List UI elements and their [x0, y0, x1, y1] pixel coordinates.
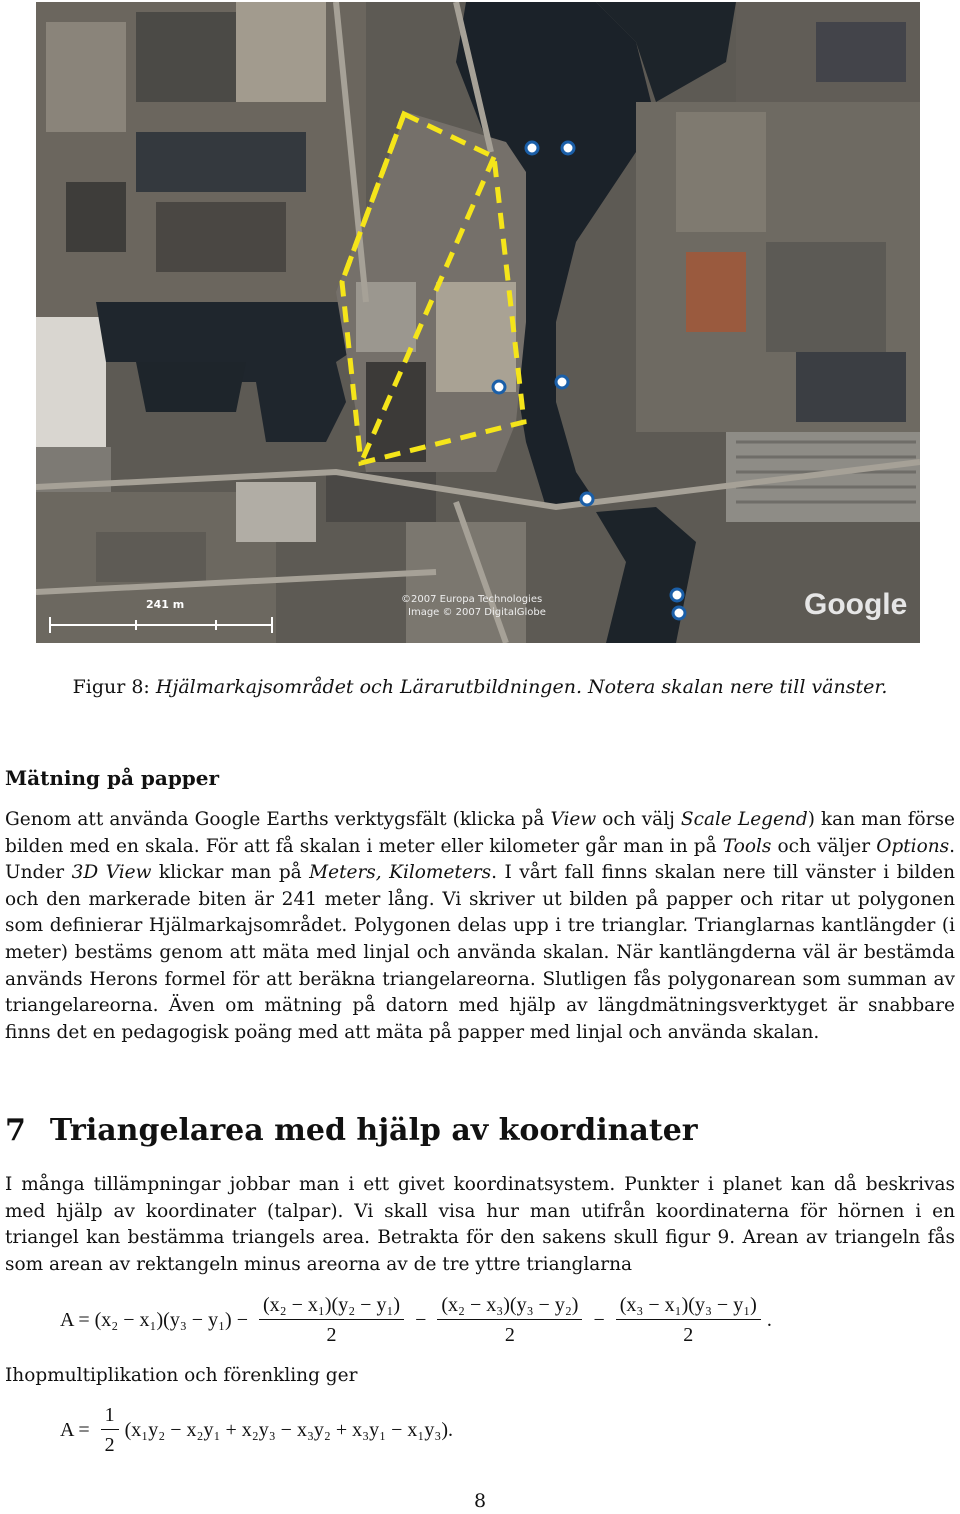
- section-title: Triangelarea med hjälp av koordinater: [49, 1113, 698, 1148]
- subsection-title: Mätning på papper: [5, 766, 220, 790]
- caption-text: Hjälmarkajsområdet och Lärarutbildningen. Notera skalan nere till vänster.: [155, 676, 888, 698]
- eq2-frac: $\frac{1}{2}$: [101, 1404, 119, 1457]
- copyright-line-1: ©2007 Europa Technologies: [401, 594, 543, 605]
- page-number: 8: [473, 1490, 487, 1512]
- section-number: 7: [5, 1113, 26, 1148]
- scale-label: 241 m: [146, 598, 185, 611]
- between-text: Ihopmultiplikation och förenkling ger: [5, 1365, 358, 1386]
- eq1-frac-1: $\frac{\text{(x₂ − x₁)(y₂ − y₁)}}{2}$: [259, 1294, 404, 1347]
- paragraph-2: I många tillämpningar jobbar man i ett givet koordinatsystem. Punkter i planet kan då beskrivas med hjälp av koordinater (talpar). Vi skall visa hur man utifrån koordinaterna för hörnen i en triangel kan bestämma triangels area. Betrakta för den sakens skull figur 9. Arean av triangeln fås som arean av rektangeln minus areorna av de tre yttre trianglarna: [5, 1174, 955, 1275]
- eq2-lhs: A =: [60, 1419, 90, 1441]
- eq1-frac-2: $\frac{\text{(x₂ − x₃)(y₃ − y₂)}}{2}$: [437, 1294, 582, 1347]
- figure-caption: [0, 676, 960, 698]
- equation-1: A = (x₂ − x₁)(y₃ − y₁) − $\frac{\text{(x₂ − x₁)(y₂ − y₁)}}{2}$ − $\frac{\text{(x₂ − x₃)(y₃ − y₂)}}{2}$ − $\frac{\text{(x₃ − x₁)(y₃ − y₁)}}{2}$ .: [60, 1294, 772, 1346]
- satellite-figure: [36, 2, 920, 643]
- copyright-line-2: Image © 2007 DigitalGlobe: [408, 607, 546, 618]
- eq1-lhs: A = (x₂ − x₁)(y₃ − y₁) −: [60, 1309, 248, 1331]
- section-heading: [5, 1113, 698, 1148]
- google-logo: Google: [804, 588, 908, 621]
- paragraph-1: Genom att använda Google Earths verktygsfält (klicka på View och välj Scale Legend) kan man förse bilden med en skala. För att få skalan i meter eller kilometer går man in på Tools och väljer Options. Under 3D View klickar man på Meters, Kilometers. I vårt fall finns skalan nere till vänster i bilden och den markerade biten är 241 meter lång. Vi skriver ut bilden på papper och ritar ut polygonen som definierar Hjälmarkajsområdet. Polygonen delas upp i tre trianglar. Trianglarnas kantlängder (i meter) bestäms genom att mäta med linjal och använda skalan. När kantlängderna väl är bestämda används Herons formel för att beräkna triangelareorna. Slutligen fås polygonarean som summan av triangelareorna. Även om mätning på datorn med hjälp av längdmätningsverktyget är snabbare finns det en pedagogisk poäng med att mäta på papper med linjal och använda skalan.: [5, 809, 956, 1043]
- equation-2: [60, 1404, 453, 1457]
- eq2-rhs: (x₁y₂ − x₂y₁ + x₂y₃ − x₃y₂ + x₃y₁ − x₁y₃).: [124, 1419, 454, 1441]
- eq1-frac-3: $\frac{\text{(x₃ − x₁)(y₃ − y₁)}}{2}$: [616, 1294, 761, 1347]
- satellite-image: [36, 2, 920, 643]
- caption-prefix: Figur 8:: [72, 676, 150, 698]
